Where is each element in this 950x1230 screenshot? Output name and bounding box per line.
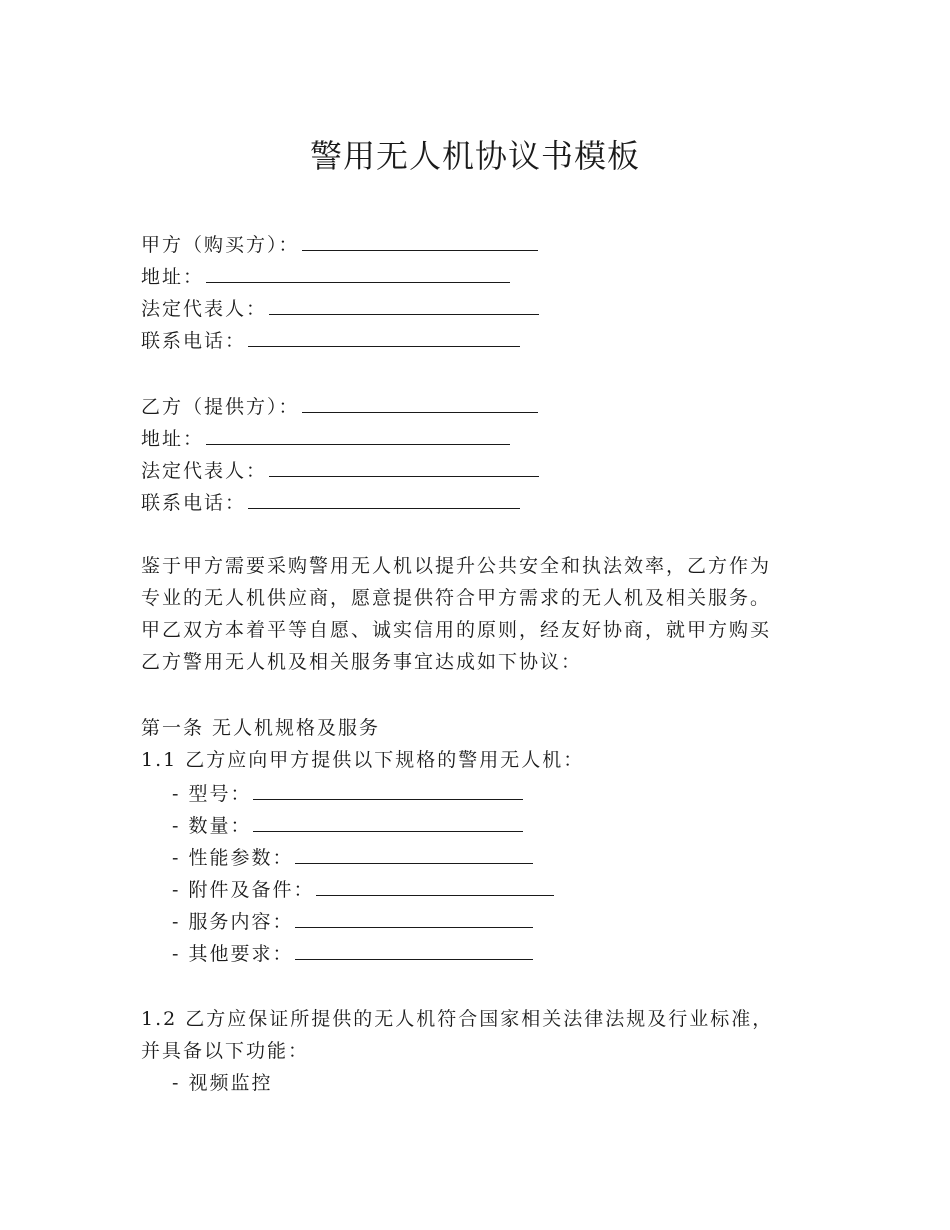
preamble-line-1: 鉴于甲方需要采购警用无人机以提升公共安全和执法效率，乙方作为 [141,555,772,577]
party-a-name-line [141,228,538,261]
party-b-name-line [141,390,538,423]
party-a-address-blank[interactable] [206,260,510,283]
spec-performance-blank[interactable] [295,841,533,864]
spec-service-label: - 服务内容： [172,911,294,933]
spec-model-blank[interactable] [253,777,523,800]
spec-accessories-blank[interactable] [316,873,554,896]
party-b-rep-blank[interactable] [269,454,539,477]
party-a-phone-blank[interactable] [248,324,520,347]
document-title: 警用无人机协议书模板 [309,137,640,175]
clause-1-1: 1.1 乙方应向甲方提供以下规格的警用无人机： [141,749,585,771]
spec-service-blank[interactable] [295,905,533,928]
clause-1-2-line-1: 1.2 乙方应保证所提供的无人机符合国家相关法律法规及行业标准， [141,1008,774,1030]
party-b-phone-label: 联系电话： [141,492,247,514]
spec-performance-label: - 性能参数： [172,847,294,869]
spec-other-blank[interactable] [295,937,533,960]
party-a-address-label: 地址： [141,266,205,288]
party-a-name-label: 甲方（购买方）： [141,234,300,256]
party-b-phone-blank[interactable] [248,486,520,509]
article-1-heading: 第一条 无人机规格及服务 [141,717,381,739]
party-b-rep-label: 法定代表人： [141,460,268,482]
spec-accessories-label: - 附件及备件： [172,879,315,901]
party-b-phone-line [141,486,520,519]
function-video: - 视频监控 [172,1072,273,1094]
spec-performance-line [172,841,533,874]
spec-other-line [172,937,533,970]
preamble-line-4: 乙方警用无人机及相关服务事宜达成如下协议： [141,651,583,673]
spec-model-label: - 型号： [172,783,252,805]
party-b-rep-line [141,454,539,487]
spec-service-line [172,905,533,938]
party-b-address-blank[interactable] [206,422,510,445]
party-a-name-blank[interactable] [302,228,538,251]
party-a-rep-line [141,292,539,325]
party-b-name-label: 乙方（提供方）： [141,396,300,418]
spec-other-label: - 其他要求： [172,943,294,965]
preamble-line-2: 专业的无人机供应商，愿意提供符合甲方需求的无人机及相关服务。 [141,587,772,609]
party-a-rep-blank[interactable] [269,292,539,315]
party-a-rep-label: 法定代表人： [141,298,268,320]
spec-accessories-line [172,873,554,906]
clause-1-2-line-2: 并具备以下功能： [141,1040,310,1062]
preamble-line-3: 甲乙双方本着平等自愿、诚实信用的原则，经友好协商，就甲方购买 [141,619,772,641]
party-a-phone-label: 联系电话： [141,330,247,352]
spec-quantity-line [172,809,523,842]
spec-quantity-blank[interactable] [253,809,523,832]
party-b-address-line [141,422,510,455]
party-b-address-label: 地址： [141,428,205,450]
party-b-name-blank[interactable] [302,390,538,413]
party-a-phone-line [141,324,520,357]
party-a-address-line [141,260,510,293]
spec-quantity-label: - 数量： [172,815,252,837]
spec-model-line [172,777,523,810]
